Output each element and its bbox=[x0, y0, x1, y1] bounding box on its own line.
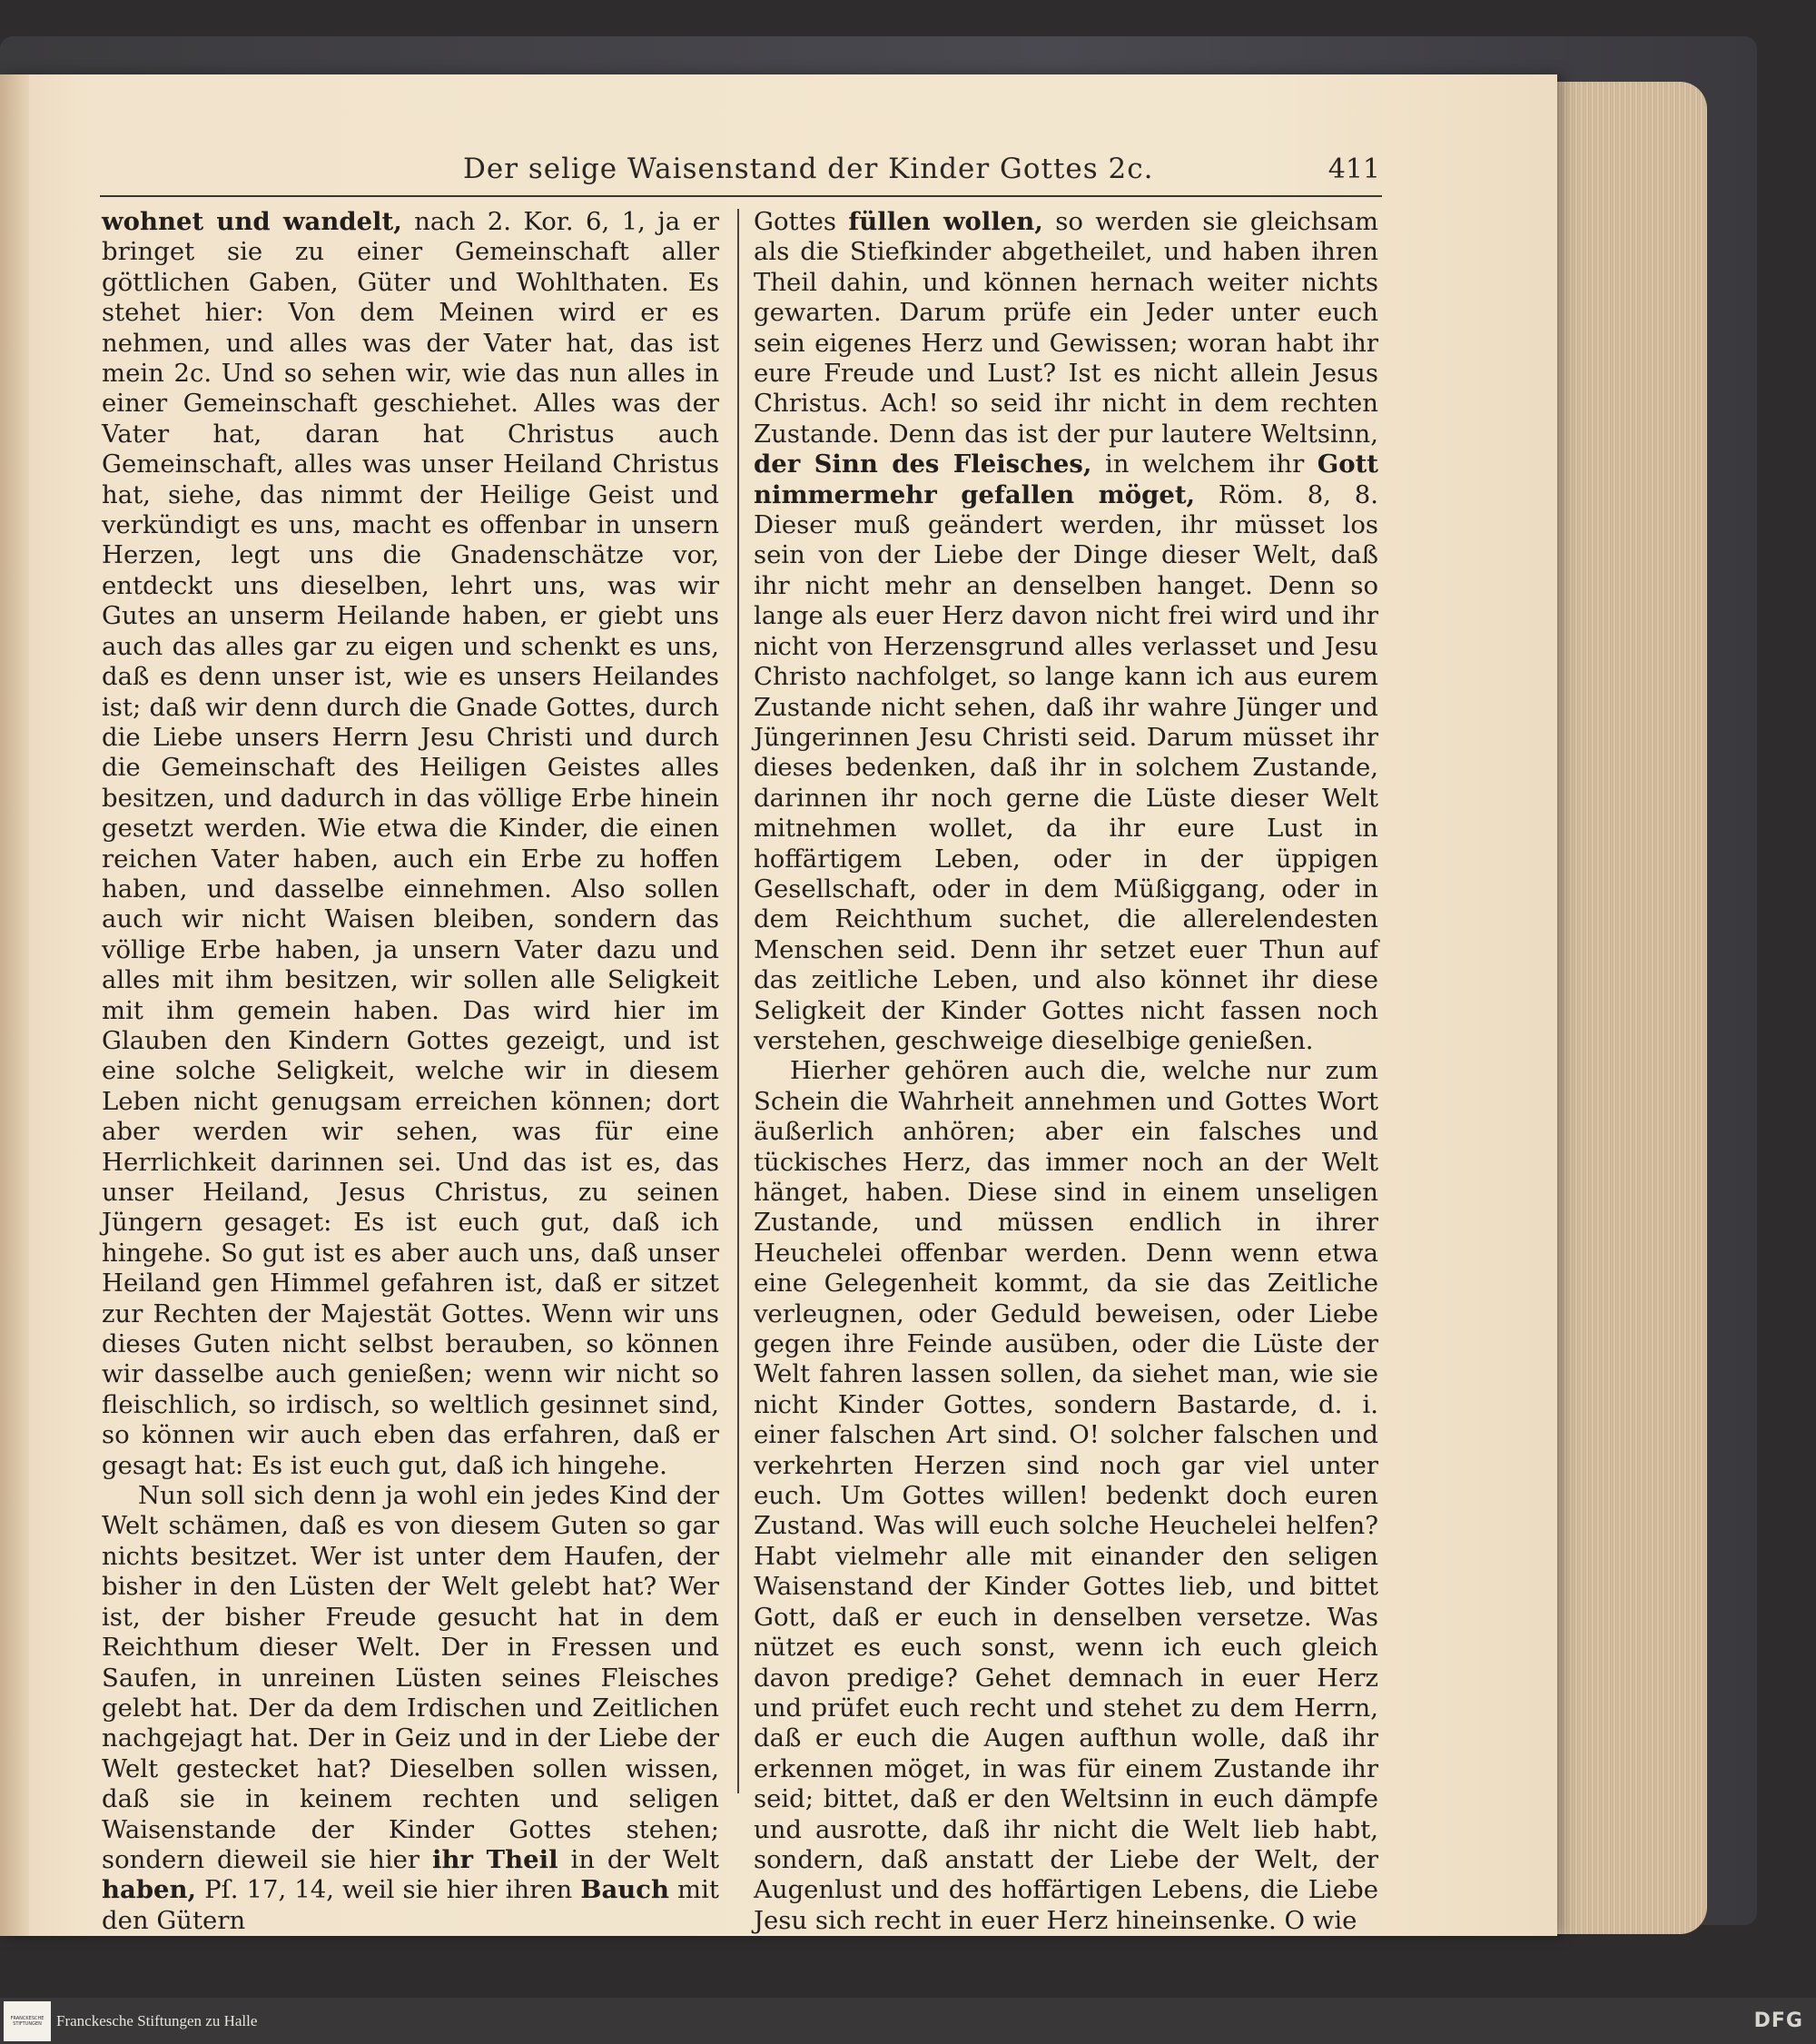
paragraph-text: so werden sie gleichsam als die Stiefkinder abgetheilet, und haben ihren Theil dahin, und können hernach weiter nichts gewarten. Darum prüfe ein Jeder unter euch sein eigenes Herz und Gewissen; woran habt ihr eure Freude und Lust? Ist es nicht allein Jesus Christus. Ach! so seid ihr nicht in dem rechten Zustande. Denn das ist der pur lautere Weltsinn, bbox=[754, 207, 1378, 449]
emphasis: wohnet und wandelt, bbox=[102, 207, 402, 236]
dfg-logo: DFG bbox=[1753, 2009, 1803, 2032]
paragraph bbox=[754, 207, 1378, 1056]
left-column bbox=[102, 207, 719, 1936]
running-head bbox=[100, 153, 1380, 185]
right-column bbox=[754, 207, 1378, 1936]
emphasis: Gott nimmermehr gefallen möget, bbox=[754, 449, 1379, 509]
page-gutter bbox=[0, 74, 29, 1936]
emphasis: haben, bbox=[102, 1875, 197, 1905]
paragraph-text: Pſ. 17, 14, weil sie hier ihren bbox=[196, 1875, 581, 1905]
paragraph-text: in welchem ihr bbox=[1091, 449, 1318, 479]
logo-text: FRANCKESCHE STIFTUNGEN bbox=[10, 2015, 44, 2027]
paragraph-text: in der Welt bbox=[558, 1844, 719, 1874]
paragraph-text: Röm. 8, 8. Dieser muß geändert werden, ihr müsset los sein von der Liebe der Dinge dieser Welt, daß ihr nicht mehr an denselben hanget. Denn so lange als euer Herz davon nicht frei wird und ihr nicht von Herzensgrund alles verlasset und Jesu Christo nachfolget, so lange kann ich aus eurem Zustande nicht sehen, daß ihr wahre Jünger und Jüngerinnen Jesu Christi seid. Darum müsset ihr dieses bedenken, daß ihr in solchem Zustande, darinnen ihr noch gerne die Lüste dieser Welt mitnehmen wollet, da ihr eure Lust in hoffärtigem Leben, oder in der üppigen Gesellschaft, oder in dem Müßiggang, oder in dem Reichthum suchet, die allerelendesten Menschen seid. Denn ihr setzet euer Thun auf das zeitliche Leben, und also könnet ihr diese Seligkeit der Kinder Gottes nicht fassen noch verstehen, geschweige dieselbige genießen. bbox=[754, 479, 1379, 1055]
emphasis: ihr Theil bbox=[432, 1844, 558, 1874]
emphasis: Bauch bbox=[580, 1875, 670, 1905]
footer-bar bbox=[0, 1998, 1816, 2044]
header-rule bbox=[100, 195, 1382, 197]
paragraph-text: Hierher gehören auch die, welche nur zum Schein die Wahrheit annehmen und Gottes Wort äußerlich anhören; aber ein falsches und tückisches Herz, das immer noch an der Welt hänget, haben. Diese sind in einem unseligen Zustande, und müssen endlich in ihrer Heuchelei offenbar werden. Denn wenn etwa eine Gelegenheit kommt, da sie das Zeitliche verleugnen, oder Geduld beweisen, oder Liebe gegen ihre Feinde ausüben, oder die Lüste der Welt fahren lassen sollen, da siehet man, wie sie nicht Kinder Gottes, sondern Bastarde, d. i. einer falschen Art sind. O! solcher falschen und verkehrten Herzen sind noch gar viel unter euch. Um Gottes willen! bedenkt doch euren Zustand. Was will euch solche Heuchelei helfen? Habt vielmehr alle mit einander den seligen Waisenstand der Kinder Gottes lieb, und bittet Gott, daß er euch in denselben versetze. Was nützet es euch sonst, wenn ich euch gleich davon predige? Gehet demnach in euer Herz und prüfet euch recht und stehet zu dem Herrn, daß er euch die Augen aufthun wolle, daß ihr erkennen möget, in was für einem Zustande ihr seid; bittet, daß er den Weltsinn in euch dämpfe und ausrotte, daß ihr nicht die Welt lieb habt, sondern, daß anstatt der Liebe der Welt, der Augenlust und des hoffärtigen Lebens, die Liebe Jesu sich recht in euer Herz hineinsenke. O wie bbox=[754, 1056, 1378, 1935]
paragraph-text: Gottes bbox=[754, 207, 849, 236]
paragraph-text: Nun soll sich denn ja wohl ein jedes Kind der Welt schämen, daß es von diesem Guten so gar nichts besitzet. Wer ist unter dem Haufen, der bisher in den Lüsten der Welt gelebt hat? Wer ist, der bisher Freude gesucht hat in dem Reichthum dieser Welt. Der in Fressen und Saufen, in unreinen Lüsten seines Fleisches gelebt hat. Der da dem Irdischen und Zeitlichen nachgejagt hat. Der in Geiz und in der Liebe der Welt gestecket hat? Dieselben sollen wissen, daß sie in keinem rechten und seligen Waisenstande der Kinder Gottes stehen; sondern dieweil sie hier bbox=[102, 1481, 719, 1874]
paragraph bbox=[102, 207, 719, 1481]
paragraph-text: mit den Gütern bbox=[102, 1875, 719, 1935]
running-title: Der selige Waisenstand der Kinder Gottes 2c. bbox=[463, 153, 1154, 185]
paragraph bbox=[102, 1481, 719, 1936]
institution-name: Franckesche Stiftungen zu Halle bbox=[56, 2011, 258, 2029]
page-number: 411 bbox=[1327, 153, 1380, 185]
paragraph bbox=[754, 1056, 1378, 1936]
column-rule bbox=[737, 209, 739, 1793]
paragraph-text: nach 2. Kor. 6, 1, ja er bringet sie zu einer Gemeinschaft aller göttlichen Gaben, Güter und Wohlthaten. Es stehet hier: Von dem Meinen wird er es nehmen, und alles was der Vater hat, das ist mein 2c. Und so sehen wir, wie das nun alles in einer Gemeinschaft geschiehet. Alles was der Vater hat, daran hat Christus auch Gemeinschaft, alles was unser Heiland Christus hat, siehe, das nimmt der Heilige Geist und verkündigt es uns, macht es offenbar in unsern Herzen, legt uns die Gnadenschätze vor, entdeckt uns dieselben, lehrt uns, was wir Gutes an unserm Heilande haben, er giebt uns auch das alles gar zu eigen und schenkt es uns, daß es denn unser ist, wie es unsers Heilandes ist; daß wir denn durch die Gnade Gottes, durch die Liebe unsers Herrn Jesu Christi und durch die Gemeinschaft des Heiligen Geistes alles besitzen, und dadurch in das völlige Erbe hinein gesetzt werden. Wie etwa die Kinder, die einen reichen Vater haben, auch ein Erbe zu hoffen haben, und dasselbe einnehmen. Also sollen auch wir nicht Waisen bleiben, sondern das völlige Erbe haben, ja unsern Vater dazu und alles mit ihm besitzen, wir sollen alle Seligkeit mit ihm gemein haben. Das wird hier im Glauben den Kindern Gottes gezeigt, und ist eine solche Seligkeit, welche wir in diesem Leben nicht genugsam erreichen können; dort aber werden wir sehen, was für eine Herrlichkeit darinnen sei. Und das ist es, das unser Heiland, Jesus Christus, zu seinen Jüngern gesaget: Es ist euch gut, daß ich hingehe. So gut ist es aber auch uns, daß unser Heiland gen Himmel gefahren ist, daß er sitzet zur Rechten der Majestät Gottes. Wenn wir uns dieses Guten nicht selbst berauben, so können wir dasselbe auch genießen; wenn wir nicht so fleischlich, so irdisch, so weltlich gesinnet sind, so können wir auch eben das erfahren, daß er gesagt hat: Es ist euch gut, daß ich hingehe. bbox=[102, 207, 719, 1480]
emphasis: füllen wollen, bbox=[848, 207, 1043, 236]
institution-logo bbox=[4, 2001, 51, 2041]
page-block-edges bbox=[1535, 82, 1707, 1934]
emphasis: der Sinn des Fleisches, bbox=[754, 449, 1092, 479]
